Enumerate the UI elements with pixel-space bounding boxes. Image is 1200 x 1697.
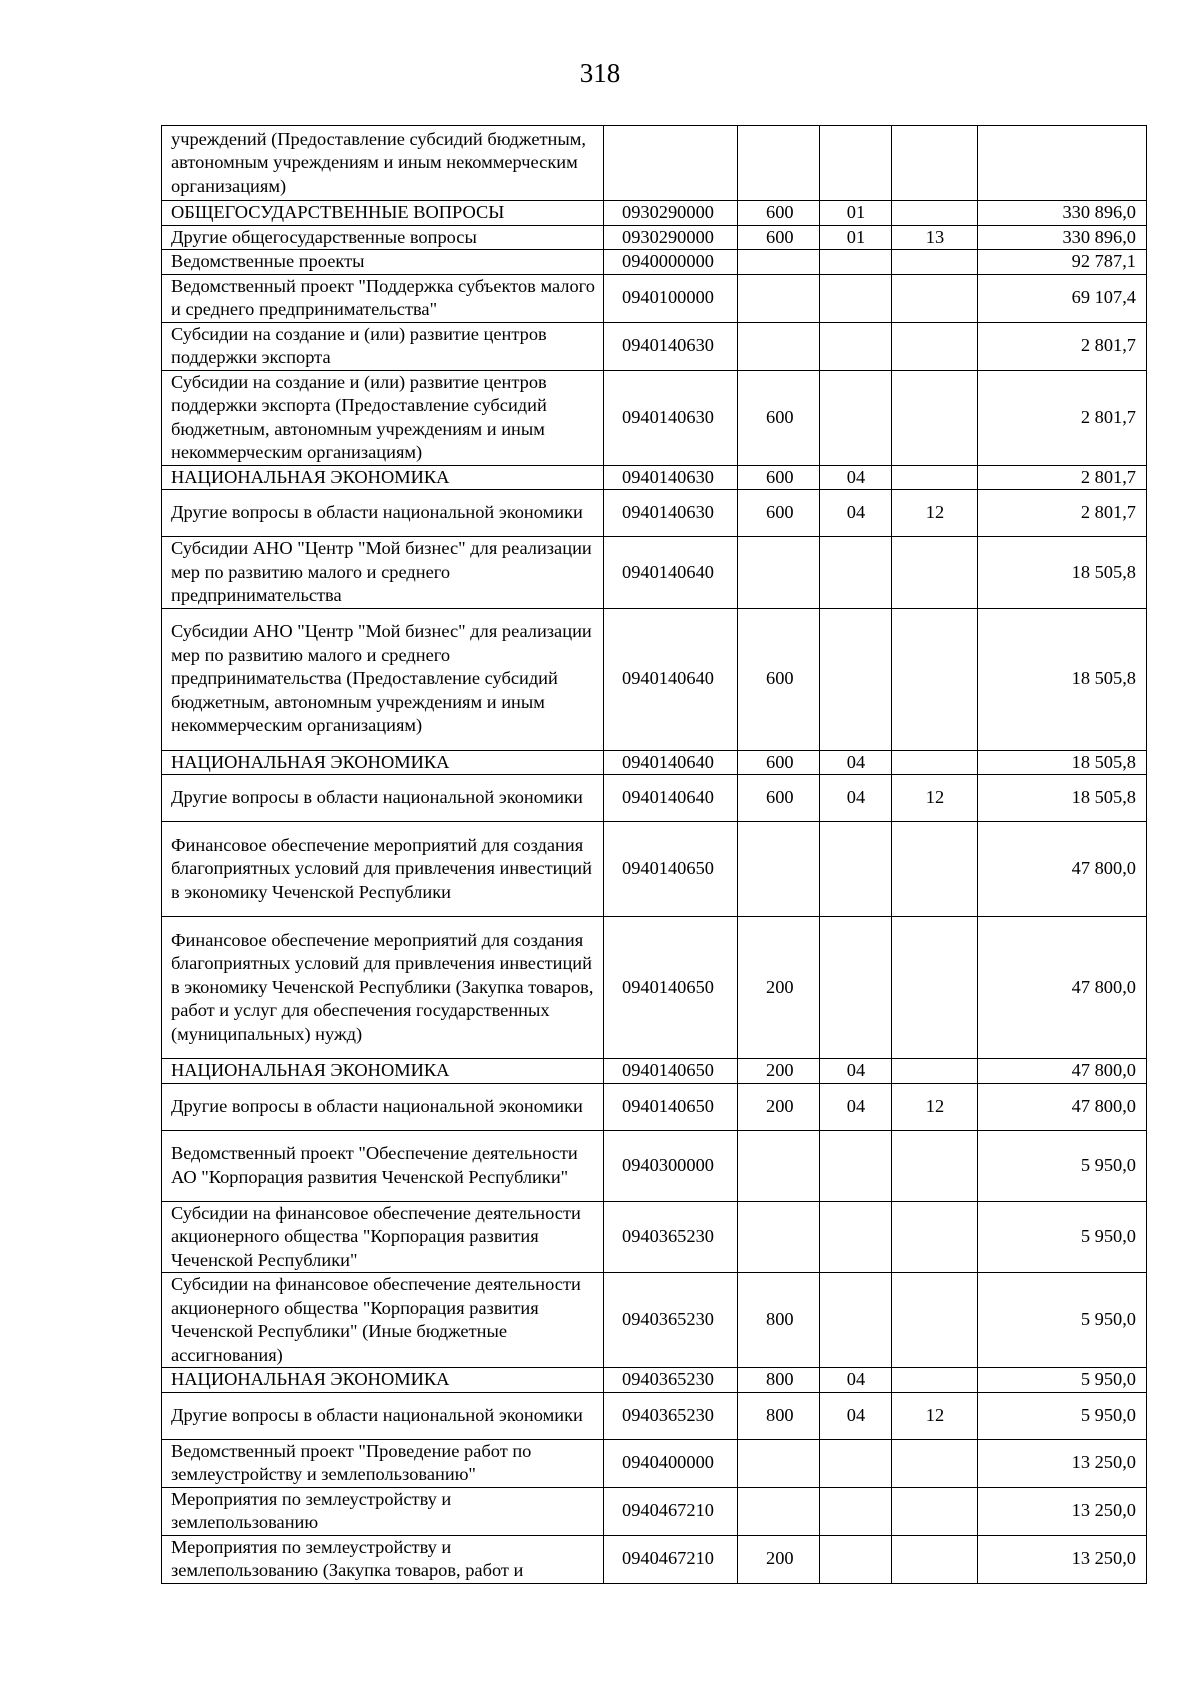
- row-code-cell: 0940000000: [604, 250, 738, 275]
- row-code-cell: 0940140630: [604, 465, 738, 490]
- row-name-cell: Мероприятия по землеустройству и землепользованию (Закупка товаров, работ и: [162, 1535, 604, 1583]
- row-expense-type-cell: [738, 822, 820, 917]
- row-amount-cell: 2 801,7: [978, 370, 1147, 465]
- table-row: [162, 1201, 1147, 1273]
- row-code-cell: 0940140650: [604, 822, 738, 917]
- row-subsection-cell: [892, 370, 978, 465]
- row-section-cell: [820, 1535, 892, 1583]
- row-section-cell: [820, 274, 892, 322]
- row-amount-cell: 18 505,8: [978, 775, 1147, 822]
- table-row: [162, 1273, 1147, 1368]
- table-row: [162, 1059, 1147, 1084]
- row-section-cell: [820, 822, 892, 917]
- row-amount-cell: 5 950,0: [978, 1130, 1147, 1201]
- table-row: [162, 126, 1147, 201]
- table-row: [162, 917, 1147, 1059]
- row-name-cell: Ведомственный проект "Проведение работ по землеустройству и землепользованию": [162, 1439, 604, 1487]
- row-name-cell: Субсидии на финансовое обеспечение деятельности акционерного общества "Корпорация развития Чеченской Республики": [162, 1201, 604, 1273]
- row-section-cell: [820, 1487, 892, 1535]
- row-section-cell: 04: [820, 465, 892, 490]
- row-name-cell: Финансовое обеспечение мероприятий для создания благоприятных условий для привлечения инвестиций в экономику Чеченской Республики: [162, 822, 604, 917]
- row-subsection-cell: 13: [892, 225, 978, 250]
- row-code-cell: 0940140630: [604, 370, 738, 465]
- row-expense-type-cell: 600: [738, 225, 820, 250]
- row-name-cell: Субсидии АНО "Центр "Мой бизнес" для реализации мер по развитию малого и среднего предпринимательства: [162, 537, 604, 609]
- table-row: [162, 608, 1147, 750]
- row-expense-type-cell: 600: [738, 775, 820, 822]
- row-name-cell: Мероприятия по землеустройству и землепользованию: [162, 1487, 604, 1535]
- row-expense-type-cell: 800: [738, 1273, 820, 1368]
- row-amount-cell: 2 801,7: [978, 490, 1147, 537]
- row-expense-type-cell: 800: [738, 1392, 820, 1439]
- row-expense-type-cell: [738, 126, 820, 201]
- row-subsection-cell: [892, 608, 978, 750]
- row-section-cell: [820, 1130, 892, 1201]
- row-amount-cell: 2 801,7: [978, 465, 1147, 490]
- row-code-cell: 0940140650: [604, 1059, 738, 1084]
- table-row: [162, 322, 1147, 370]
- row-expense-type-cell: 600: [738, 465, 820, 490]
- row-section-cell: 04: [820, 750, 892, 775]
- row-section-cell: [820, 1201, 892, 1273]
- row-name-cell: Ведомственный проект "Поддержка субъектов малого и среднего предпринимательства": [162, 274, 604, 322]
- row-expense-type-cell: 200: [738, 1083, 820, 1130]
- table-row: [162, 225, 1147, 250]
- row-subsection-cell: [892, 917, 978, 1059]
- row-name-cell: Финансовое обеспечение мероприятий для создания благоприятных условий для привлечения инвестиций в экономику Чеченской Республики (Закупка товаров, работ и услуг для обеспечения государственных (муниципальных) нужд): [162, 917, 604, 1059]
- row-section-cell: 04: [820, 1368, 892, 1393]
- table-row: [162, 1439, 1147, 1487]
- table-row: [162, 1368, 1147, 1393]
- table-row: [162, 1083, 1147, 1130]
- row-section-cell: 04: [820, 490, 892, 537]
- row-subsection-cell: 12: [892, 1392, 978, 1439]
- row-subsection-cell: [892, 126, 978, 201]
- table-row: [162, 775, 1147, 822]
- row-code-cell: 0940140630: [604, 490, 738, 537]
- row-subsection-cell: 12: [892, 775, 978, 822]
- row-expense-type-cell: 200: [738, 917, 820, 1059]
- row-name-cell: НАЦИОНАЛЬНАЯ ЭКОНОМИКА: [162, 750, 604, 775]
- row-code-cell: 0940140640: [604, 775, 738, 822]
- row-section-cell: 01: [820, 225, 892, 250]
- page-number: 318: [579, 58, 621, 88]
- row-subsection-cell: [892, 250, 978, 275]
- row-name-cell: Другие вопросы в области национальной экономики: [162, 775, 604, 822]
- row-section-cell: 04: [820, 1059, 892, 1084]
- table-row: [162, 274, 1147, 322]
- row-name-cell: учреждений (Предоставление субсидий бюджетным, автономным учреждениям и иным некоммерческим организациям): [162, 126, 604, 201]
- row-section-cell: [820, 250, 892, 275]
- table-row: [162, 250, 1147, 275]
- row-expense-type-cell: 600: [738, 608, 820, 750]
- row-subsection-cell: [892, 274, 978, 322]
- row-code-cell: 0940140640: [604, 608, 738, 750]
- row-subsection-cell: [892, 1130, 978, 1201]
- row-expense-type-cell: 200: [738, 1535, 820, 1583]
- row-name-cell: Субсидии на создание и (или) развитие центров поддержки экспорта: [162, 322, 604, 370]
- row-expense-type-cell: 600: [738, 750, 820, 775]
- row-amount-cell: 92 787,1: [978, 250, 1147, 275]
- table-row: [162, 750, 1147, 775]
- row-section-cell: 01: [820, 201, 892, 226]
- row-subsection-cell: [892, 322, 978, 370]
- row-section-cell: [820, 126, 892, 201]
- row-amount-cell: 69 107,4: [978, 274, 1147, 322]
- row-section-cell: [820, 322, 892, 370]
- row-name-cell: НАЦИОНАЛЬНАЯ ЭКОНОМИКА: [162, 1368, 604, 1393]
- row-code-cell: 0940365230: [604, 1273, 738, 1368]
- row-name-cell: НАЦИОНАЛЬНАЯ ЭКОНОМИКА: [162, 1059, 604, 1084]
- row-expense-type-cell: [738, 1487, 820, 1535]
- row-code-cell: 0940140650: [604, 917, 738, 1059]
- row-expense-type-cell: [738, 1201, 820, 1273]
- row-code-cell: 0940140630: [604, 322, 738, 370]
- row-expense-type-cell: [738, 250, 820, 275]
- row-code-cell: 0940100000: [604, 274, 738, 322]
- row-amount-cell: [978, 126, 1147, 201]
- row-code-cell: 0940140640: [604, 750, 738, 775]
- row-expense-type-cell: 800: [738, 1368, 820, 1393]
- row-amount-cell: 5 950,0: [978, 1273, 1147, 1368]
- row-amount-cell: 18 505,8: [978, 750, 1147, 775]
- row-subsection-cell: [892, 1201, 978, 1273]
- row-amount-cell: 330 896,0: [978, 201, 1147, 226]
- row-section-cell: [820, 537, 892, 609]
- row-name-cell: Субсидии АНО "Центр "Мой бизнес" для реализации мер по развитию малого и среднего предпринимательства (Предоставление субсидий бюджетным, автономным учреждениям и иным некоммерческим организациям): [162, 608, 604, 750]
- row-name-cell: Другие общегосударственные вопросы: [162, 225, 604, 250]
- row-subsection-cell: [892, 1273, 978, 1368]
- row-amount-cell: 13 250,0: [978, 1439, 1147, 1487]
- row-amount-cell: 47 800,0: [978, 822, 1147, 917]
- row-code-cell: 0940140640: [604, 537, 738, 609]
- row-subsection-cell: [892, 1439, 978, 1487]
- row-name-cell: ОБЩЕГОСУДАРСТВЕННЫЕ ВОПРОСЫ: [162, 201, 604, 226]
- table-row: [162, 490, 1147, 537]
- row-subsection-cell: [892, 1059, 978, 1084]
- row-name-cell: Другие вопросы в области национальной экономики: [162, 1392, 604, 1439]
- row-section-cell: 04: [820, 775, 892, 822]
- table-row: [162, 1392, 1147, 1439]
- row-amount-cell: 47 800,0: [978, 1083, 1147, 1130]
- row-code-cell: 0930290000: [604, 201, 738, 226]
- row-expense-type-cell: 200: [738, 1059, 820, 1084]
- row-name-cell: НАЦИОНАЛЬНАЯ ЭКОНОМИКА: [162, 465, 604, 490]
- row-code-cell: 0940365230: [604, 1368, 738, 1393]
- row-subsection-cell: [892, 750, 978, 775]
- row-amount-cell: 18 505,8: [978, 537, 1147, 609]
- row-name-cell: Ведомственный проект "Обеспечение деятельности АО "Корпорация развития Чеченской Республики": [162, 1130, 604, 1201]
- row-section-cell: [820, 608, 892, 750]
- row-subsection-cell: 12: [892, 1083, 978, 1130]
- row-code-cell: 0940365230: [604, 1392, 738, 1439]
- row-expense-type-cell: [738, 274, 820, 322]
- row-amount-cell: 5 950,0: [978, 1392, 1147, 1439]
- row-section-cell: [820, 1273, 892, 1368]
- row-amount-cell: 13 250,0: [978, 1487, 1147, 1535]
- row-code-cell: [604, 126, 738, 201]
- row-subsection-cell: [892, 1487, 978, 1535]
- row-amount-cell: 2 801,7: [978, 322, 1147, 370]
- table-row: [162, 465, 1147, 490]
- row-name-cell: Ведомственные проекты: [162, 250, 604, 275]
- table-row: [162, 1487, 1147, 1535]
- table-row: [162, 1535, 1147, 1583]
- row-subsection-cell: [892, 1368, 978, 1393]
- row-subsection-cell: [892, 537, 978, 609]
- row-subsection-cell: [892, 1535, 978, 1583]
- row-expense-type-cell: [738, 322, 820, 370]
- table-row: [162, 537, 1147, 609]
- row-subsection-cell: [892, 465, 978, 490]
- row-expense-type-cell: 600: [738, 201, 820, 226]
- row-subsection-cell: [892, 822, 978, 917]
- row-section-cell: 04: [820, 1392, 892, 1439]
- table-row: [162, 822, 1147, 917]
- row-expense-type-cell: [738, 537, 820, 609]
- row-code-cell: 0940300000: [604, 1130, 738, 1201]
- table-row: [162, 370, 1147, 465]
- row-section-cell: [820, 370, 892, 465]
- row-subsection-cell: 12: [892, 490, 978, 537]
- row-code-cell: 0940467210: [604, 1535, 738, 1583]
- row-code-cell: 0940400000: [604, 1439, 738, 1487]
- row-name-cell: Другие вопросы в области национальной экономики: [162, 1083, 604, 1130]
- row-code-cell: 0940467210: [604, 1487, 738, 1535]
- row-amount-cell: 5 950,0: [978, 1201, 1147, 1273]
- row-code-cell: 0940140650: [604, 1083, 738, 1130]
- row-section-cell: [820, 917, 892, 1059]
- row-name-cell: Другие вопросы в области национальной экономики: [162, 490, 604, 537]
- row-subsection-cell: [892, 201, 978, 226]
- row-amount-cell: 13 250,0: [978, 1535, 1147, 1583]
- row-amount-cell: 47 800,0: [978, 1059, 1147, 1084]
- row-name-cell: Субсидии на финансовое обеспечение деятельности акционерного общества "Корпорация развития Чеченской Республики" (Иные бюджетные ассигнования): [162, 1273, 604, 1368]
- table-row: [162, 201, 1147, 226]
- table-row: [162, 1130, 1147, 1201]
- row-section-cell: 04: [820, 1083, 892, 1130]
- row-amount-cell: 5 950,0: [978, 1368, 1147, 1393]
- row-code-cell: 0930290000: [604, 225, 738, 250]
- row-section-cell: [820, 1439, 892, 1487]
- row-name-cell: Субсидии на создание и (или) развитие центров поддержки экспорта (Предоставление субсидий бюджетным, автономным учреждениям и иным некоммерческим организациям): [162, 370, 604, 465]
- row-expense-type-cell: [738, 1130, 820, 1201]
- row-amount-cell: 47 800,0: [978, 917, 1147, 1059]
- row-expense-type-cell: [738, 1439, 820, 1487]
- row-amount-cell: 330 896,0: [978, 225, 1147, 250]
- row-code-cell: 0940365230: [604, 1201, 738, 1273]
- row-expense-type-cell: 600: [738, 370, 820, 465]
- budget-table-body: [162, 126, 1147, 1584]
- row-expense-type-cell: 600: [738, 490, 820, 537]
- budget-table: [161, 125, 1147, 1584]
- row-amount-cell: 18 505,8: [978, 608, 1147, 750]
